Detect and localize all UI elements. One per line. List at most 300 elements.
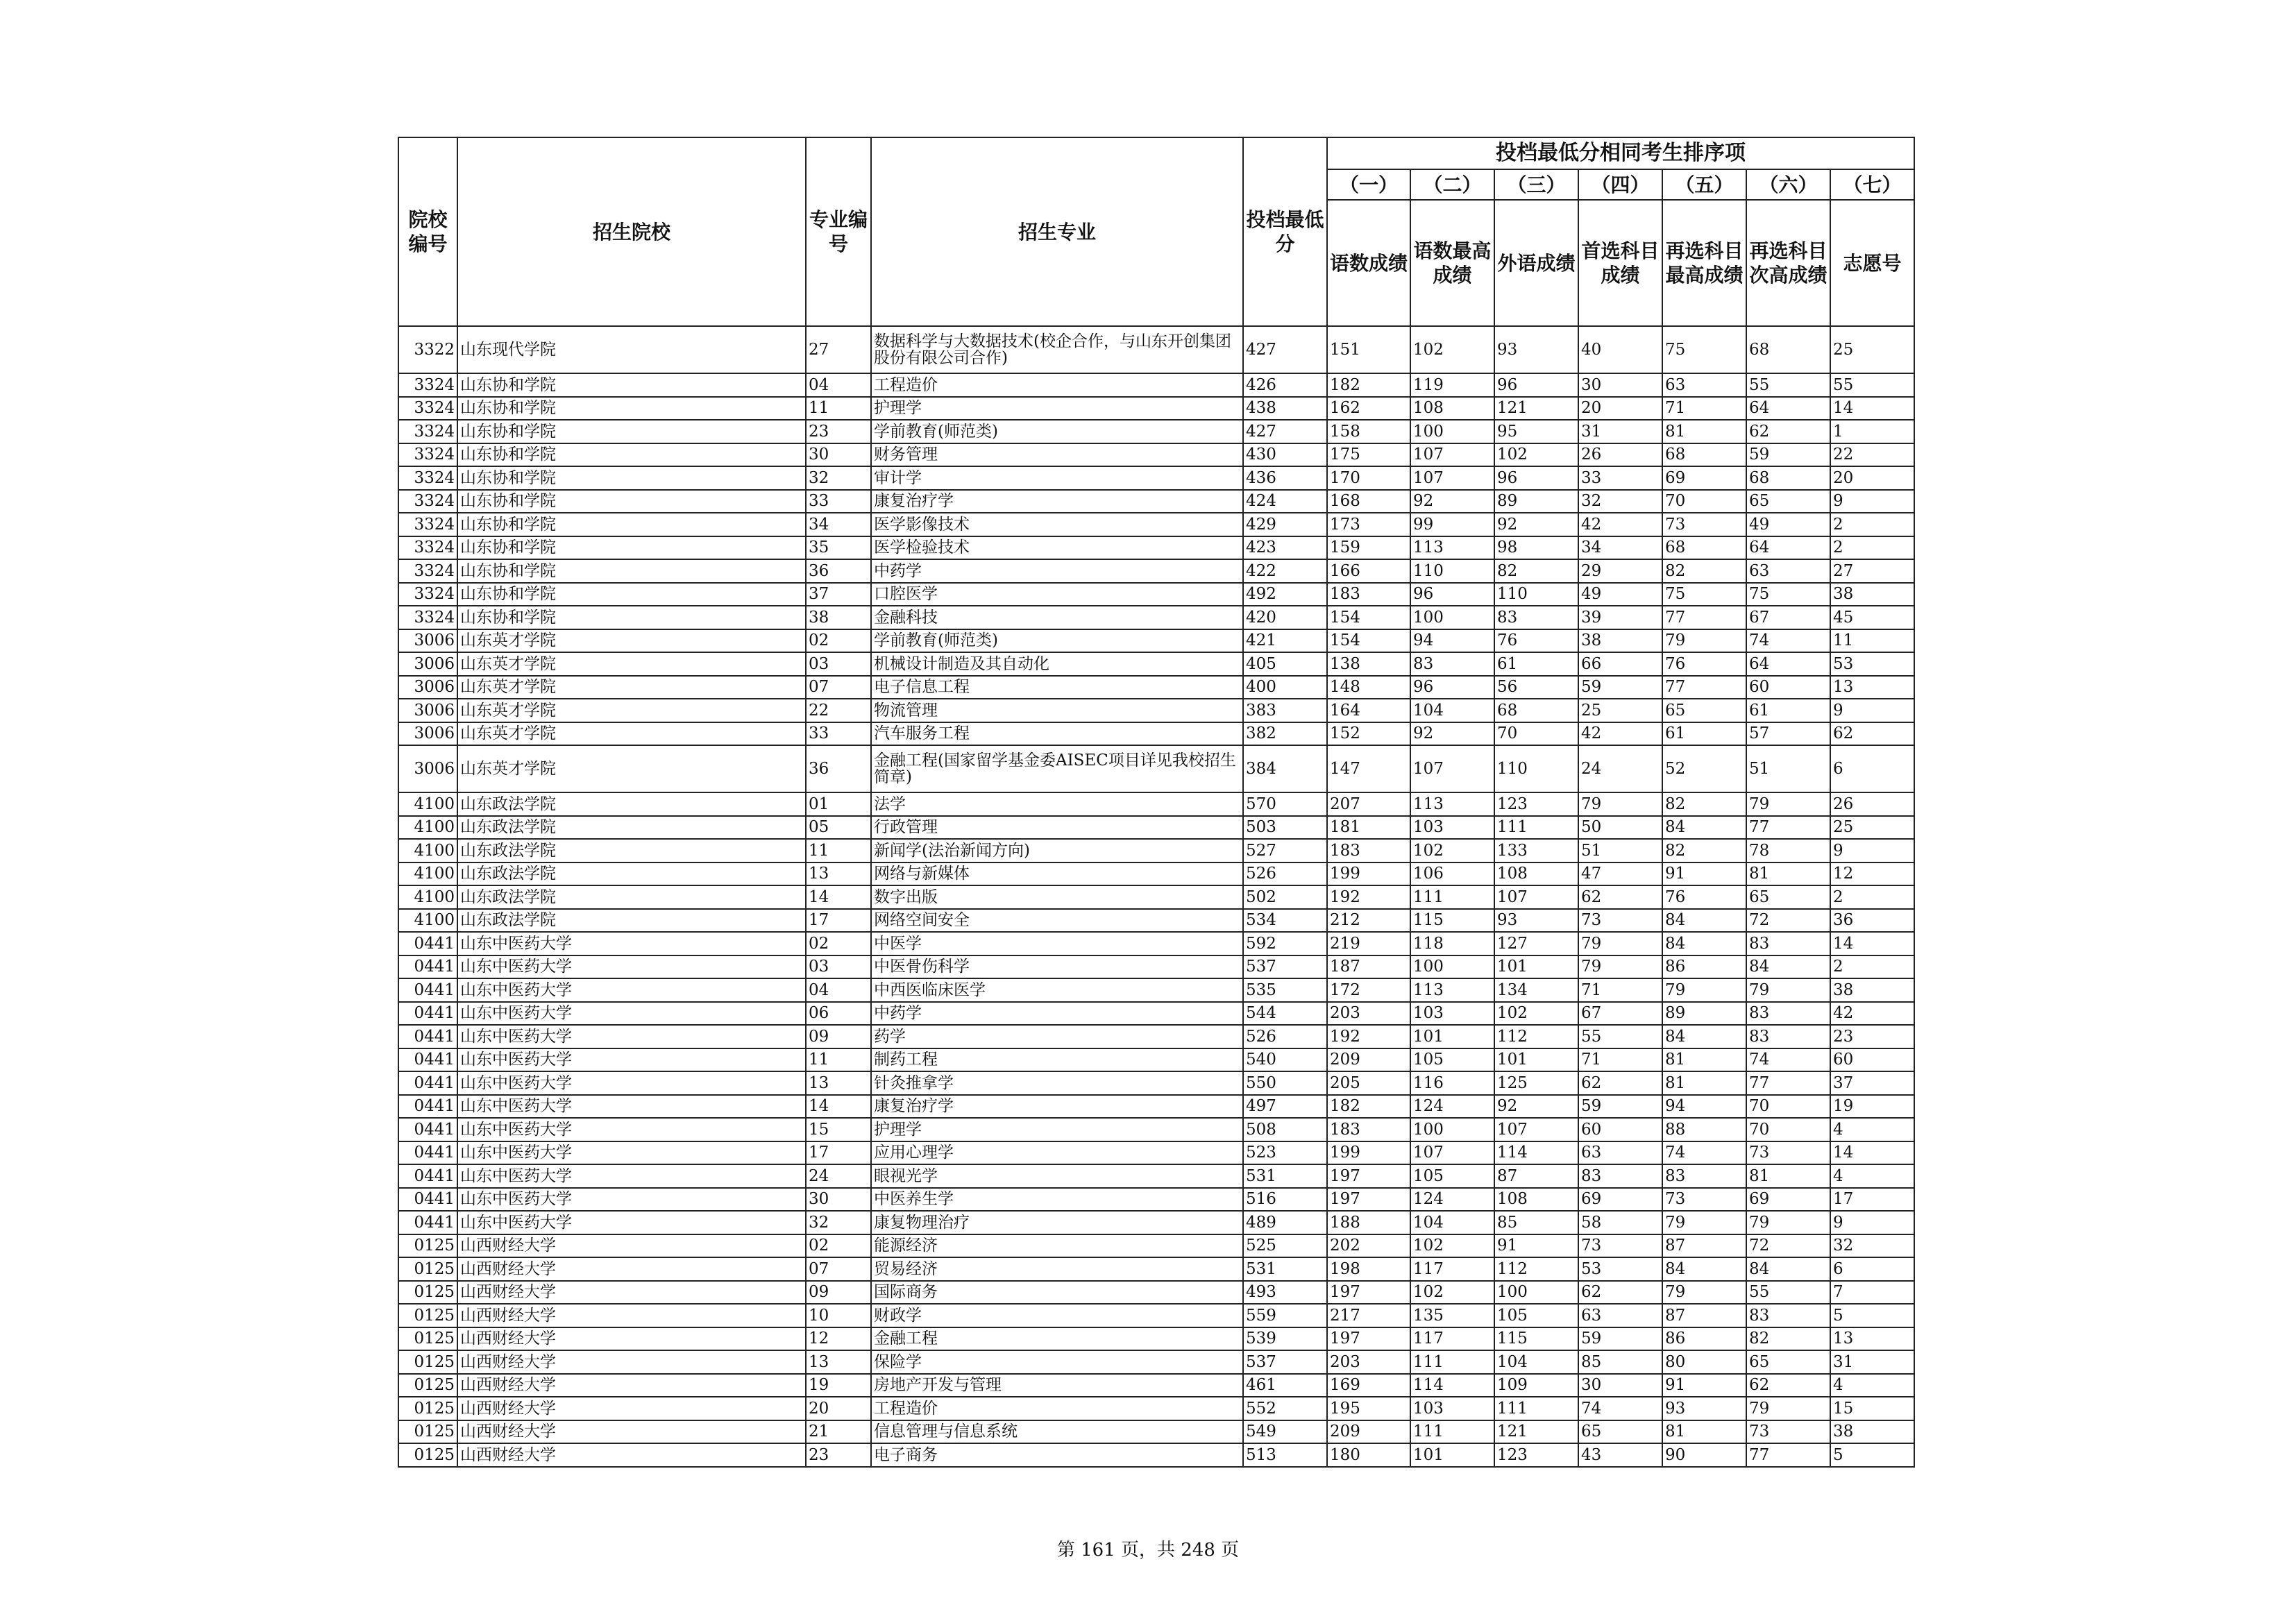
cell-min-score: 527 xyxy=(1243,839,1327,863)
cell-chinese-math-max: 106 xyxy=(1410,863,1494,886)
cell-min-score: 400 xyxy=(1243,676,1327,699)
cell-major-code: 20 xyxy=(806,1397,871,1420)
cell-first-subject-score: 53 xyxy=(1578,1257,1662,1281)
cell-major-name: 贸易经济 xyxy=(871,1257,1243,1281)
cell-elective-second-score: 65 xyxy=(1746,1350,1830,1374)
cell-chinese-math-max: 111 xyxy=(1410,885,1494,909)
cell-preference-number: 20 xyxy=(1830,466,1914,490)
cell-foreign-language-score: 101 xyxy=(1494,1048,1578,1072)
cell-school-name: 山东协和学院 xyxy=(457,490,806,513)
cell-chinese-math-score: 183 xyxy=(1327,1118,1410,1141)
cell-chinese-math-score: 202 xyxy=(1327,1234,1410,1258)
cell-chinese-math-score: 148 xyxy=(1327,676,1410,699)
table-row xyxy=(398,513,1914,536)
cell-preference-number: 7 xyxy=(1830,1281,1914,1305)
cell-major-code: 02 xyxy=(806,629,871,653)
cell-chinese-math-max: 99 xyxy=(1410,513,1494,536)
cell-school-code: 4100 xyxy=(398,816,457,840)
cell-major-code: 13 xyxy=(806,863,871,886)
cell-chinese-math-score: 192 xyxy=(1327,885,1410,909)
cell-elective-max-score: 63 xyxy=(1662,373,1746,397)
cell-elective-max-score: 84 xyxy=(1662,932,1746,955)
cell-chinese-math-score: 197 xyxy=(1327,1164,1410,1188)
cell-first-subject-score: 79 xyxy=(1578,955,1662,979)
cell-preference-number: 2 xyxy=(1830,885,1914,909)
cell-first-subject-score: 73 xyxy=(1578,1234,1662,1258)
cell-first-subject-score: 73 xyxy=(1578,909,1662,933)
cell-foreign-language-score: 125 xyxy=(1494,1071,1578,1095)
cell-major-name: 财政学 xyxy=(871,1304,1243,1327)
cell-elective-second-score: 77 xyxy=(1746,1443,1830,1467)
cell-major-code: 03 xyxy=(806,955,871,979)
cell-elective-max-score: 52 xyxy=(1662,745,1746,792)
table-row xyxy=(398,1257,1914,1281)
cell-foreign-language-score: 92 xyxy=(1494,1095,1578,1119)
cell-school-code: 3006 xyxy=(398,722,457,746)
table-row xyxy=(398,863,1914,886)
cell-school-code: 3322 xyxy=(398,326,457,373)
cell-preference-number: 26 xyxy=(1830,792,1914,816)
cell-chinese-math-score: 203 xyxy=(1327,1350,1410,1374)
cell-school-name: 山东协和学院 xyxy=(457,559,806,583)
table-row xyxy=(398,1025,1914,1048)
cell-elective-second-score: 60 xyxy=(1746,676,1830,699)
cell-elective-second-score: 77 xyxy=(1746,816,1830,840)
cell-chinese-math-max: 113 xyxy=(1410,978,1494,1002)
table-row xyxy=(398,490,1914,513)
cell-first-subject-score: 67 xyxy=(1578,1002,1662,1026)
cell-school-name: 山东协和学院 xyxy=(457,583,806,606)
cell-chinese-math-max: 117 xyxy=(1410,1257,1494,1281)
cell-elective-second-score: 84 xyxy=(1746,1257,1830,1281)
cell-major-name: 眼视光学 xyxy=(871,1164,1243,1188)
cell-chinese-math-score: 169 xyxy=(1327,1374,1410,1397)
cell-chinese-math-max: 103 xyxy=(1410,1002,1494,1026)
cell-foreign-language-score: 107 xyxy=(1494,885,1578,909)
table-row xyxy=(398,1188,1914,1212)
header-first-subject-score: 首选科目成绩 xyxy=(1578,200,1662,326)
cell-school-name: 山东协和学院 xyxy=(457,466,806,490)
cell-first-subject-score: 47 xyxy=(1578,863,1662,886)
cell-preference-number: 32 xyxy=(1830,1234,1914,1258)
cell-first-subject-score: 63 xyxy=(1578,1141,1662,1165)
cell-min-score: 525 xyxy=(1243,1234,1327,1258)
cell-first-subject-score: 60 xyxy=(1578,1118,1662,1141)
table-row xyxy=(398,1164,1914,1188)
cell-major-code: 11 xyxy=(806,839,871,863)
cell-school-code: 0441 xyxy=(398,1141,457,1165)
cell-first-subject-score: 29 xyxy=(1578,559,1662,583)
header-order-5: （五） xyxy=(1662,169,1746,200)
cell-elective-second-score: 83 xyxy=(1746,1304,1830,1327)
cell-chinese-math-score: 154 xyxy=(1327,606,1410,629)
cell-foreign-language-score: 56 xyxy=(1494,676,1578,699)
cell-min-score: 503 xyxy=(1243,816,1327,840)
cell-major-name: 电子商务 xyxy=(871,1443,1243,1467)
cell-min-score: 384 xyxy=(1243,745,1327,792)
cell-min-score: 489 xyxy=(1243,1211,1327,1234)
cell-major-code: 07 xyxy=(806,1257,871,1281)
cell-major-name: 工程造价 xyxy=(871,373,1243,397)
cell-preference-number: 2 xyxy=(1830,513,1914,536)
cell-major-code: 33 xyxy=(806,722,871,746)
cell-elective-max-score: 93 xyxy=(1662,1397,1746,1420)
cell-major-code: 24 xyxy=(806,1164,871,1188)
cell-chinese-math-score: 197 xyxy=(1327,1188,1410,1212)
cell-school-name: 山东政法学院 xyxy=(457,839,806,863)
cell-school-code: 0125 xyxy=(398,1420,457,1444)
cell-school-name: 山西财经大学 xyxy=(457,1234,806,1258)
cell-preference-number: 4 xyxy=(1830,1374,1914,1397)
cell-school-name: 山东中医药大学 xyxy=(457,1095,806,1119)
table-row xyxy=(398,443,1914,467)
cell-school-code: 0125 xyxy=(398,1327,457,1351)
cell-elective-max-score: 73 xyxy=(1662,513,1746,536)
cell-chinese-math-score: 172 xyxy=(1327,978,1410,1002)
cell-elective-second-score: 55 xyxy=(1746,1281,1830,1305)
cell-school-code: 0125 xyxy=(398,1350,457,1374)
cell-major-name: 保险学 xyxy=(871,1350,1243,1374)
cell-chinese-math-max: 104 xyxy=(1410,1211,1494,1234)
cell-elective-max-score: 61 xyxy=(1662,722,1746,746)
cell-chinese-math-max: 111 xyxy=(1410,1420,1494,1444)
cell-min-score: 549 xyxy=(1243,1420,1327,1444)
cell-elective-second-score: 65 xyxy=(1746,490,1830,513)
cell-elective-second-score: 70 xyxy=(1746,1118,1830,1141)
cell-elective-max-score: 82 xyxy=(1662,559,1746,583)
cell-elective-max-score: 84 xyxy=(1662,1257,1746,1281)
cell-preference-number: 1 xyxy=(1830,420,1914,443)
cell-first-subject-score: 24 xyxy=(1578,745,1662,792)
cell-chinese-math-max: 103 xyxy=(1410,1397,1494,1420)
cell-elective-second-score: 83 xyxy=(1746,1002,1830,1026)
cell-elective-second-score: 72 xyxy=(1746,909,1830,933)
cell-elective-second-score: 78 xyxy=(1746,839,1830,863)
table-row xyxy=(398,932,1914,955)
header-tiebreak-group: 投档最低分相同考生排序项 xyxy=(1327,137,1914,169)
cell-school-code: 3324 xyxy=(398,583,457,606)
cell-foreign-language-score: 95 xyxy=(1494,420,1578,443)
cell-chinese-math-score: 173 xyxy=(1327,513,1410,536)
header-preference-number: 志愿号 xyxy=(1830,200,1914,326)
cell-foreign-language-score: 87 xyxy=(1494,1164,1578,1188)
cell-major-name: 金融科技 xyxy=(871,606,1243,629)
cell-chinese-math-score: 183 xyxy=(1327,839,1410,863)
cell-major-code: 01 xyxy=(806,792,871,816)
cell-chinese-math-max: 100 xyxy=(1410,606,1494,629)
cell-first-subject-score: 40 xyxy=(1578,326,1662,373)
table-row xyxy=(398,1397,1914,1420)
cell-elective-max-score: 88 xyxy=(1662,1118,1746,1141)
cell-elective-max-score: 87 xyxy=(1662,1304,1746,1327)
cell-school-code: 3324 xyxy=(398,373,457,397)
cell-school-name: 山东中医药大学 xyxy=(457,1188,806,1212)
cell-chinese-math-score: 209 xyxy=(1327,1420,1410,1444)
cell-school-code: 0441 xyxy=(398,1211,457,1234)
cell-major-code: 03 xyxy=(806,652,871,676)
cell-elective-second-score: 62 xyxy=(1746,1374,1830,1397)
cell-elective-max-score: 70 xyxy=(1662,490,1746,513)
cell-elective-second-score: 83 xyxy=(1746,1025,1830,1048)
cell-preference-number: 45 xyxy=(1830,606,1914,629)
table-row xyxy=(398,885,1914,909)
cell-major-name: 物流管理 xyxy=(871,699,1243,722)
cell-foreign-language-score: 98 xyxy=(1494,536,1578,560)
cell-min-score: 552 xyxy=(1243,1397,1327,1420)
cell-school-code: 3006 xyxy=(398,652,457,676)
cell-chinese-math-score: 166 xyxy=(1327,559,1410,583)
cell-major-name: 医学影像技术 xyxy=(871,513,1243,536)
cell-min-score: 531 xyxy=(1243,1164,1327,1188)
table-row xyxy=(398,955,1914,979)
cell-preference-number: 23 xyxy=(1830,1025,1914,1048)
table-row xyxy=(398,1118,1914,1141)
cell-chinese-math-max: 117 xyxy=(1410,1327,1494,1351)
cell-foreign-language-score: 121 xyxy=(1494,397,1578,420)
cell-elective-second-score: 49 xyxy=(1746,513,1830,536)
cell-elective-second-score: 81 xyxy=(1746,1164,1830,1188)
cell-school-code: 0441 xyxy=(398,1025,457,1048)
cell-major-code: 21 xyxy=(806,1420,871,1444)
table-row xyxy=(398,1048,1914,1072)
cell-school-name: 山东英才学院 xyxy=(457,629,806,653)
cell-school-code: 0441 xyxy=(398,1095,457,1119)
cell-foreign-language-score: 89 xyxy=(1494,490,1578,513)
cell-first-subject-score: 79 xyxy=(1578,932,1662,955)
cell-elective-second-score: 64 xyxy=(1746,397,1830,420)
cell-min-score: 523 xyxy=(1243,1141,1327,1165)
cell-foreign-language-score: 85 xyxy=(1494,1211,1578,1234)
cell-preference-number: 42 xyxy=(1830,1002,1914,1026)
cell-major-name: 新闻学(法治新闻方向) xyxy=(871,839,1243,863)
cell-chinese-math-max: 101 xyxy=(1410,1025,1494,1048)
cell-school-name: 山东中医药大学 xyxy=(457,1118,806,1141)
cell-foreign-language-score: 114 xyxy=(1494,1141,1578,1165)
cell-foreign-language-score: 102 xyxy=(1494,443,1578,467)
table-row xyxy=(398,583,1914,606)
cell-chinese-math-max: 100 xyxy=(1410,420,1494,443)
cell-elective-second-score: 67 xyxy=(1746,606,1830,629)
cell-chinese-math-score: 212 xyxy=(1327,909,1410,933)
cell-chinese-math-score: 199 xyxy=(1327,1141,1410,1165)
cell-school-code: 4100 xyxy=(398,792,457,816)
cell-chinese-math-score: 152 xyxy=(1327,722,1410,746)
cell-major-name: 网络空间安全 xyxy=(871,909,1243,933)
cell-min-score: 438 xyxy=(1243,397,1327,420)
cell-school-name: 山西财经大学 xyxy=(457,1420,806,1444)
cell-school-code: 3324 xyxy=(398,420,457,443)
cell-min-score: 544 xyxy=(1243,1002,1327,1026)
cell-major-name: 审计学 xyxy=(871,466,1243,490)
cell-foreign-language-score: 123 xyxy=(1494,1443,1578,1467)
cell-major-code: 05 xyxy=(806,816,871,840)
cell-chinese-math-max: 105 xyxy=(1410,1164,1494,1188)
cell-preference-number: 11 xyxy=(1830,629,1914,653)
cell-elective-max-score: 82 xyxy=(1662,839,1746,863)
cell-major-name: 康复物理治疗 xyxy=(871,1211,1243,1234)
cell-preference-number: 27 xyxy=(1830,559,1914,583)
cell-elective-second-score: 59 xyxy=(1746,443,1830,467)
cell-major-code: 11 xyxy=(806,1048,871,1072)
cell-school-name: 山东协和学院 xyxy=(457,513,806,536)
cell-foreign-language-score: 105 xyxy=(1494,1304,1578,1327)
cell-school-name: 山东中医药大学 xyxy=(457,1141,806,1165)
header-elective-second-score: 再选科目次高成绩 xyxy=(1746,200,1830,326)
cell-elective-max-score: 75 xyxy=(1662,583,1746,606)
cell-elective-max-score: 91 xyxy=(1662,863,1746,886)
cell-chinese-math-max: 113 xyxy=(1410,792,1494,816)
cell-school-name: 山东协和学院 xyxy=(457,420,806,443)
cell-major-code: 07 xyxy=(806,676,871,699)
cell-school-code: 0441 xyxy=(398,1048,457,1072)
cell-major-code: 23 xyxy=(806,420,871,443)
cell-major-code: 09 xyxy=(806,1025,871,1048)
cell-major-name: 电子信息工程 xyxy=(871,676,1243,699)
cell-major-code: 32 xyxy=(806,466,871,490)
cell-chinese-math-max: 101 xyxy=(1410,1443,1494,1467)
cell-foreign-language-score: 111 xyxy=(1494,1397,1578,1420)
cell-preference-number: 5 xyxy=(1830,1443,1914,1467)
cell-elective-second-score: 83 xyxy=(1746,932,1830,955)
cell-major-name: 信息管理与信息系统 xyxy=(871,1420,1243,1444)
cell-major-name: 行政管理 xyxy=(871,816,1243,840)
cell-elective-max-score: 81 xyxy=(1662,1420,1746,1444)
cell-chinese-math-score: 209 xyxy=(1327,1048,1410,1072)
cell-foreign-language-score: 91 xyxy=(1494,1234,1578,1258)
table-row xyxy=(398,1420,1914,1444)
cell-elective-second-score: 62 xyxy=(1746,420,1830,443)
table-row xyxy=(398,606,1914,629)
cell-preference-number: 17 xyxy=(1830,1188,1914,1212)
cell-min-score: 424 xyxy=(1243,490,1327,513)
cell-school-code: 0441 xyxy=(398,1071,457,1095)
cell-major-code: 17 xyxy=(806,909,871,933)
admission-score-table xyxy=(398,137,1915,1468)
table-row xyxy=(398,466,1914,490)
cell-elective-second-score: 79 xyxy=(1746,1211,1830,1234)
cell-chinese-math-score: 203 xyxy=(1327,1002,1410,1026)
cell-school-code: 3324 xyxy=(398,466,457,490)
cell-elective-max-score: 87 xyxy=(1662,1234,1746,1258)
cell-major-code: 27 xyxy=(806,326,871,373)
cell-chinese-math-max: 111 xyxy=(1410,1350,1494,1374)
cell-elective-second-score: 64 xyxy=(1746,652,1830,676)
cell-min-score: 436 xyxy=(1243,466,1327,490)
cell-major-name: 金融工程(国家留学基金委AISEC项目详见我校招生简章) xyxy=(871,745,1243,792)
cell-major-name: 能源经济 xyxy=(871,1234,1243,1258)
cell-chinese-math-max: 119 xyxy=(1410,373,1494,397)
cell-school-code: 0441 xyxy=(398,978,457,1002)
header-foreign-language-score: 外语成绩 xyxy=(1494,200,1578,326)
cell-school-name: 山东英才学院 xyxy=(457,722,806,746)
cell-elective-max-score: 79 xyxy=(1662,1281,1746,1305)
cell-preference-number: 15 xyxy=(1830,1397,1914,1420)
cell-major-code: 02 xyxy=(806,932,871,955)
cell-school-name: 山东中医药大学 xyxy=(457,932,806,955)
cell-foreign-language-score: 123 xyxy=(1494,792,1578,816)
cell-first-subject-score: 74 xyxy=(1578,1397,1662,1420)
header-order-6: （六） xyxy=(1746,169,1830,200)
cell-foreign-language-score: 82 xyxy=(1494,559,1578,583)
cell-preference-number: 38 xyxy=(1830,583,1914,606)
cell-elective-max-score: 84 xyxy=(1662,816,1746,840)
cell-preference-number: 9 xyxy=(1830,1211,1914,1234)
cell-chinese-math-score: 162 xyxy=(1327,397,1410,420)
table-row xyxy=(398,1234,1914,1258)
cell-elective-max-score: 75 xyxy=(1662,326,1746,373)
cell-elective-max-score: 94 xyxy=(1662,1095,1746,1119)
cell-school-code: 3006 xyxy=(398,699,457,722)
cell-chinese-math-score: 151 xyxy=(1327,326,1410,373)
cell-major-name: 学前教育(师范类) xyxy=(871,420,1243,443)
cell-chinese-math-score: 181 xyxy=(1327,816,1410,840)
cell-elective-max-score: 74 xyxy=(1662,1141,1746,1165)
cell-chinese-math-score: 188 xyxy=(1327,1211,1410,1234)
cell-chinese-math-score: 183 xyxy=(1327,583,1410,606)
cell-school-name: 山东中医药大学 xyxy=(457,1002,806,1026)
cell-elective-max-score: 91 xyxy=(1662,1374,1746,1397)
cell-school-code: 3324 xyxy=(398,606,457,629)
table-row xyxy=(398,326,1914,373)
cell-major-code: 14 xyxy=(806,885,871,909)
cell-major-code: 14 xyxy=(806,1095,871,1119)
table-row xyxy=(398,1211,1914,1234)
cell-chinese-math-score: 219 xyxy=(1327,932,1410,955)
cell-school-name: 山东中医药大学 xyxy=(457,978,806,1002)
cell-chinese-math-max: 105 xyxy=(1410,1048,1494,1072)
cell-major-name: 机械设计制造及其自动化 xyxy=(871,652,1243,676)
cell-major-code: 02 xyxy=(806,1234,871,1258)
header-min-score: 投档最低分 xyxy=(1243,137,1327,326)
cell-major-name: 学前教育(师范类) xyxy=(871,629,1243,653)
cell-foreign-language-score: 133 xyxy=(1494,839,1578,863)
cell-first-subject-score: 66 xyxy=(1578,652,1662,676)
cell-school-name: 山东协和学院 xyxy=(457,536,806,560)
cell-school-name: 山东中医药大学 xyxy=(457,1164,806,1188)
cell-min-score: 534 xyxy=(1243,909,1327,933)
cell-school-name: 山东政法学院 xyxy=(457,816,806,840)
cell-foreign-language-score: 112 xyxy=(1494,1257,1578,1281)
cell-min-score: 508 xyxy=(1243,1118,1327,1141)
cell-chinese-math-score: 159 xyxy=(1327,536,1410,560)
cell-school-name: 山东英才学院 xyxy=(457,652,806,676)
cell-chinese-math-score: 192 xyxy=(1327,1025,1410,1048)
cell-min-score: 427 xyxy=(1243,420,1327,443)
table-row xyxy=(398,1443,1914,1467)
cell-first-subject-score: 33 xyxy=(1578,466,1662,490)
cell-elective-max-score: 82 xyxy=(1662,792,1746,816)
cell-chinese-math-score: 195 xyxy=(1327,1397,1410,1420)
cell-chinese-math-max: 135 xyxy=(1410,1304,1494,1327)
cell-min-score: 426 xyxy=(1243,373,1327,397)
cell-min-score: 430 xyxy=(1243,443,1327,467)
cell-major-code: 19 xyxy=(806,1374,871,1397)
cell-school-code: 4100 xyxy=(398,909,457,933)
cell-preference-number: 25 xyxy=(1830,816,1914,840)
cell-school-code: 3324 xyxy=(398,443,457,467)
cell-elective-max-score: 84 xyxy=(1662,1025,1746,1048)
cell-chinese-math-score: 207 xyxy=(1327,792,1410,816)
cell-first-subject-score: 26 xyxy=(1578,443,1662,467)
cell-foreign-language-score: 96 xyxy=(1494,466,1578,490)
cell-chinese-math-max: 113 xyxy=(1410,536,1494,560)
cell-school-name: 山西财经大学 xyxy=(457,1350,806,1374)
cell-foreign-language-score: 101 xyxy=(1494,955,1578,979)
cell-preference-number: 14 xyxy=(1830,397,1914,420)
cell-chinese-math-score: 197 xyxy=(1327,1281,1410,1305)
cell-first-subject-score: 42 xyxy=(1578,513,1662,536)
cell-school-code: 0441 xyxy=(398,955,457,979)
